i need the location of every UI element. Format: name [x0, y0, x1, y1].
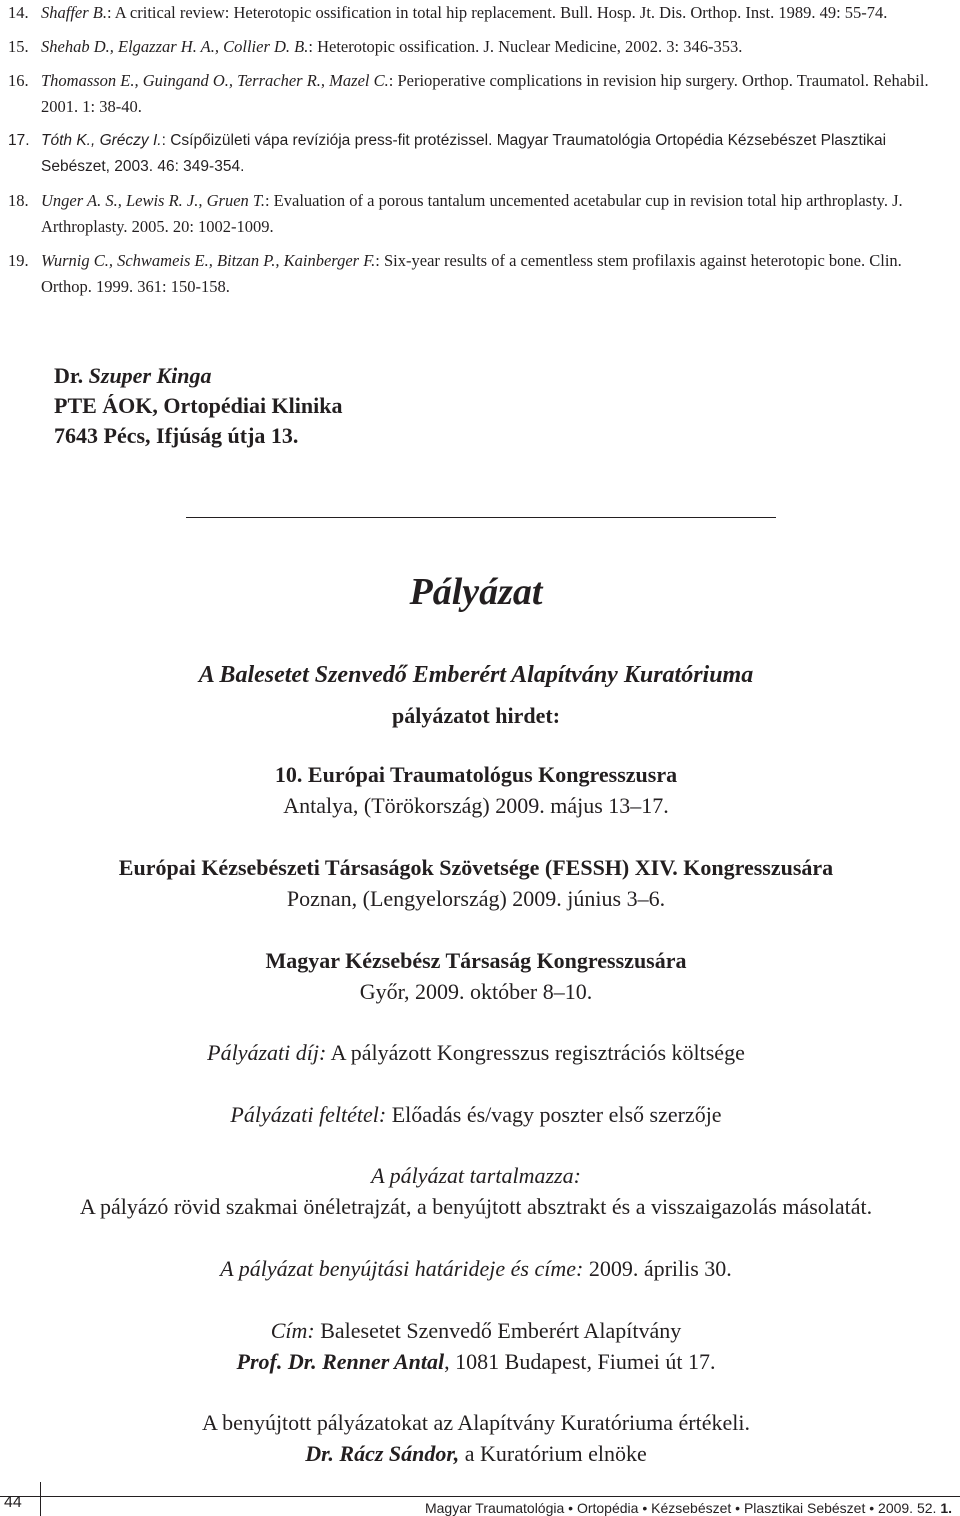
chair-line: Dr. Rácz Sándor, a Kuratórium elnöke	[305, 1441, 647, 1466]
reference-item: 16. Thomasson E., Guingand O., Terracher R., Mazel C.: Perioperative complications in revision hip surgery. Orthop. Traumatol. Rehabil. 2001. 1: 38-40.	[8, 71, 929, 116]
footer-vertical-divider	[40, 1482, 41, 1516]
footer-divider	[0, 1496, 960, 1497]
announces: pályázatot hirdet:	[391, 703, 561, 728]
reference-item: 15. Shehab D., Elgazzar H. A., Collier D. B.: Heterotopic ossification. J. Nuclear Medicine, 2002. 3: 346-353.	[8, 37, 743, 56]
page-number: 44	[4, 1494, 22, 1511]
event-name: Magyar Kézsebész Társaság Kongresszusára	[265, 948, 687, 973]
author-address: 7643 Pécs, Ifjúság útja 13.	[54, 423, 299, 448]
event-place: Antalya, (Törökország) 2009. május 13–17.	[283, 793, 669, 818]
author-name: Dr. Szuper Kinga	[54, 363, 212, 388]
address-person-line: Prof. Dr. Renner Antal, 1081 Budapest, Fiumei út 17.	[236, 1349, 716, 1374]
contents-label: A pályázat tartalmazza:	[371, 1163, 581, 1188]
author-address-block	[54, 361, 342, 451]
reference-list	[8, 0, 956, 308]
condition-line: Pályázati feltétel: Előadás és/vagy poszter első szerzője	[230, 1102, 722, 1127]
event-name: 10. Európai Traumatológus Kongresszusra	[274, 762, 678, 787]
divider	[186, 517, 776, 518]
reference-item: 18. Unger A. S., Lewis R. J., Gruen T.: Evaluation of a porous tantalum uncemented acetabular cup in revision total hip arthroplasty. J. Arthroplasty. 2005. 20: 1002-1009.	[8, 191, 903, 236]
reference-item: 17. Tóth K., Gréczy I.: Csípőizületi vápa revíziója press-fit protézissel. Magyar Traumatológia Ortopédia Kézsebészet Plasztikai Sebészet, 2003. 46: 349-354.	[8, 132, 887, 175]
organizer: A Balesetet Szenvedő Emberért Alapítvány Kuratóriuma	[198, 662, 754, 688]
address-line: Cím: Balesetet Szenvedő Emberért Alapítvány	[270, 1318, 682, 1343]
announcement-title: Pályázat	[409, 571, 543, 613]
reference-item: 19. Wurnig C., Schwameis E., Bitzan P., Kainberger F.: Six-year results of a cementless stem profilaxis against heterotopic bone. Clin. Orthop. 1999. 361: 150-158.	[8, 251, 902, 296]
reference-item: 14. Shaffer B.: A critical review: Heterotopic ossification in total hip replacement. Bull. Hosp. Jt. Dis. Orthop. Inst. 1989. 49: 55-74.	[8, 3, 888, 22]
event-place: Poznan, (Lengyelország) 2009. június 3–6.	[286, 886, 666, 911]
event-name: Európai Kézsebészeti Társaságok Szövetsége (FESSH) XIV. Kongresszusára	[118, 855, 834, 880]
author-institution: PTE ÁOK, Ortopédiai Klinika	[54, 393, 343, 418]
deadline-line: A pályázat benyújtási határideje és címe: 2009. április 30.	[220, 1256, 732, 1281]
evaluation-line: A benyújtott pályázatokat az Alapítvány Kuratóriuma értékeli.	[202, 1410, 750, 1435]
journal-footer: Magyar Traumatológia • Ortopédia • Kézsebészet • Plasztikai Sebészet • 2009. 52. 1.	[424, 1500, 952, 1516]
contents-value: A pályázó rövid szakmai önéletrajzát, a benyújtott absztrakt és a visszaigazolás másolatát.	[79, 1194, 873, 1219]
fee-line: Pályázati díj: A pályázott Kongresszus regisztrációs költsége	[207, 1040, 745, 1065]
event-place: Győr, 2009. október 8–10.	[359, 979, 593, 1004]
